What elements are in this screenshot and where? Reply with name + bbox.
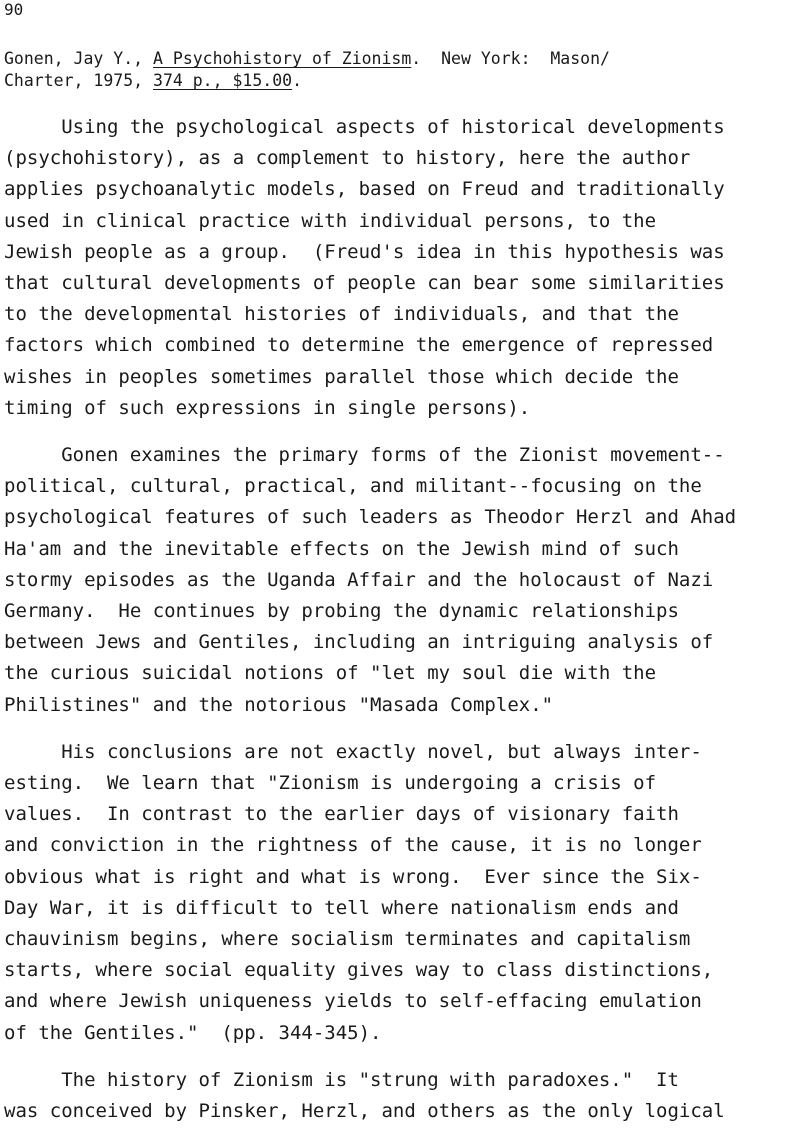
citation-end: . bbox=[292, 71, 303, 90]
text-line: The history of Zionism is "strung with paradoxes." It bbox=[4, 1068, 679, 1091]
text-line: values. In contrast to the earlier days of visionary faith bbox=[4, 803, 679, 826]
text-line: esting. We learn that "Zionism is undergoing a crisis of bbox=[4, 772, 657, 795]
citation bbox=[4, 48, 794, 92]
text-line: and where Jewish uniqueness yields to self-effacing emulation bbox=[4, 990, 702, 1013]
paragraph-1 bbox=[4, 112, 798, 424]
text-line: political, cultural, practical, and militant--focusing on the bbox=[4, 475, 702, 498]
text-line: used in clinical practice with individual persons, to the bbox=[4, 209, 657, 232]
review-body bbox=[4, 112, 798, 1143]
text-line: the curious suicidal notions of "let my soul die with the bbox=[4, 662, 657, 685]
text-line: Using the psychological aspects of historical developments bbox=[4, 116, 725, 138]
citation-author: Gonen, Jay Y., bbox=[4, 49, 154, 68]
paragraph-4 bbox=[4, 1065, 798, 1127]
citation-pages-price: 374 p., $15.00 bbox=[153, 71, 293, 90]
text-line: Philistines" and the notorious "Masada Complex." bbox=[4, 693, 554, 716]
citation-line-2 bbox=[4, 70, 794, 92]
citation-line-1 bbox=[4, 48, 794, 70]
text-line: starts, where social equality gives way to class distinctions, bbox=[4, 959, 714, 982]
text-line: that cultural developments of people can bear some similarities bbox=[4, 272, 725, 295]
text-line: Jewish people as a group. (Freud's idea in this hypothesis was bbox=[4, 240, 725, 263]
text-line: His conclusions are not exactly novel, but always inter- bbox=[4, 740, 702, 763]
text-line: to the developmental histories of individuals, and that the bbox=[4, 303, 679, 326]
paragraph-3 bbox=[4, 737, 798, 1049]
text-line: psychological features of such leaders as Theodor Herzl and Ahad bbox=[4, 506, 737, 529]
text-line: timing of such expressions in single persons). bbox=[4, 396, 531, 419]
text-line: chauvinism begins, where socialism terminates and capitalism bbox=[4, 928, 691, 951]
text-line: between Jews and Gentiles, including an intriguing analysis of bbox=[4, 631, 714, 654]
text-line: Day War, it is difficult to tell where nationalism ends and bbox=[4, 896, 679, 919]
citation-publisher-cont: Charter, 1975, bbox=[4, 71, 154, 90]
text-line: applies psychoanalytic models, based on Freud and traditionally bbox=[4, 178, 725, 201]
text-line: stormy episodes as the Uganda Affair and the holocaust of Nazi bbox=[4, 568, 714, 591]
text-line: wishes in peoples sometimes parallel those which decide the bbox=[4, 365, 679, 388]
text-line: (psychohistory), as a complement to history, here the author bbox=[4, 147, 691, 170]
text-line: was conceived by Pinsker, Herzl, and others as the only logical bbox=[4, 1100, 725, 1123]
page-number: 90 bbox=[4, 0, 24, 19]
text-line: of the Gentiles." (pp. 344-345). bbox=[4, 1021, 382, 1044]
paragraph-2 bbox=[4, 440, 798, 721]
text-line: Gonen examines the primary forms of the Zionist movement-- bbox=[4, 444, 725, 467]
text-line: Ha'am and the inevitable effects on the Jewish mind of such bbox=[4, 537, 679, 560]
text-line: obvious what is right and what is wrong. Ever since the Six- bbox=[4, 865, 702, 888]
text-line: and conviction in the rightness of the cause, it is no longer bbox=[4, 834, 702, 857]
text-line: Germany. He continues by probing the dynamic relationships bbox=[4, 600, 679, 623]
text-line: factors which combined to determine the emergence of repressed bbox=[4, 334, 714, 357]
citation-publisher: . New York: Mason/ bbox=[411, 49, 610, 68]
citation-title: A Psychohistory of Zionism bbox=[153, 49, 412, 68]
